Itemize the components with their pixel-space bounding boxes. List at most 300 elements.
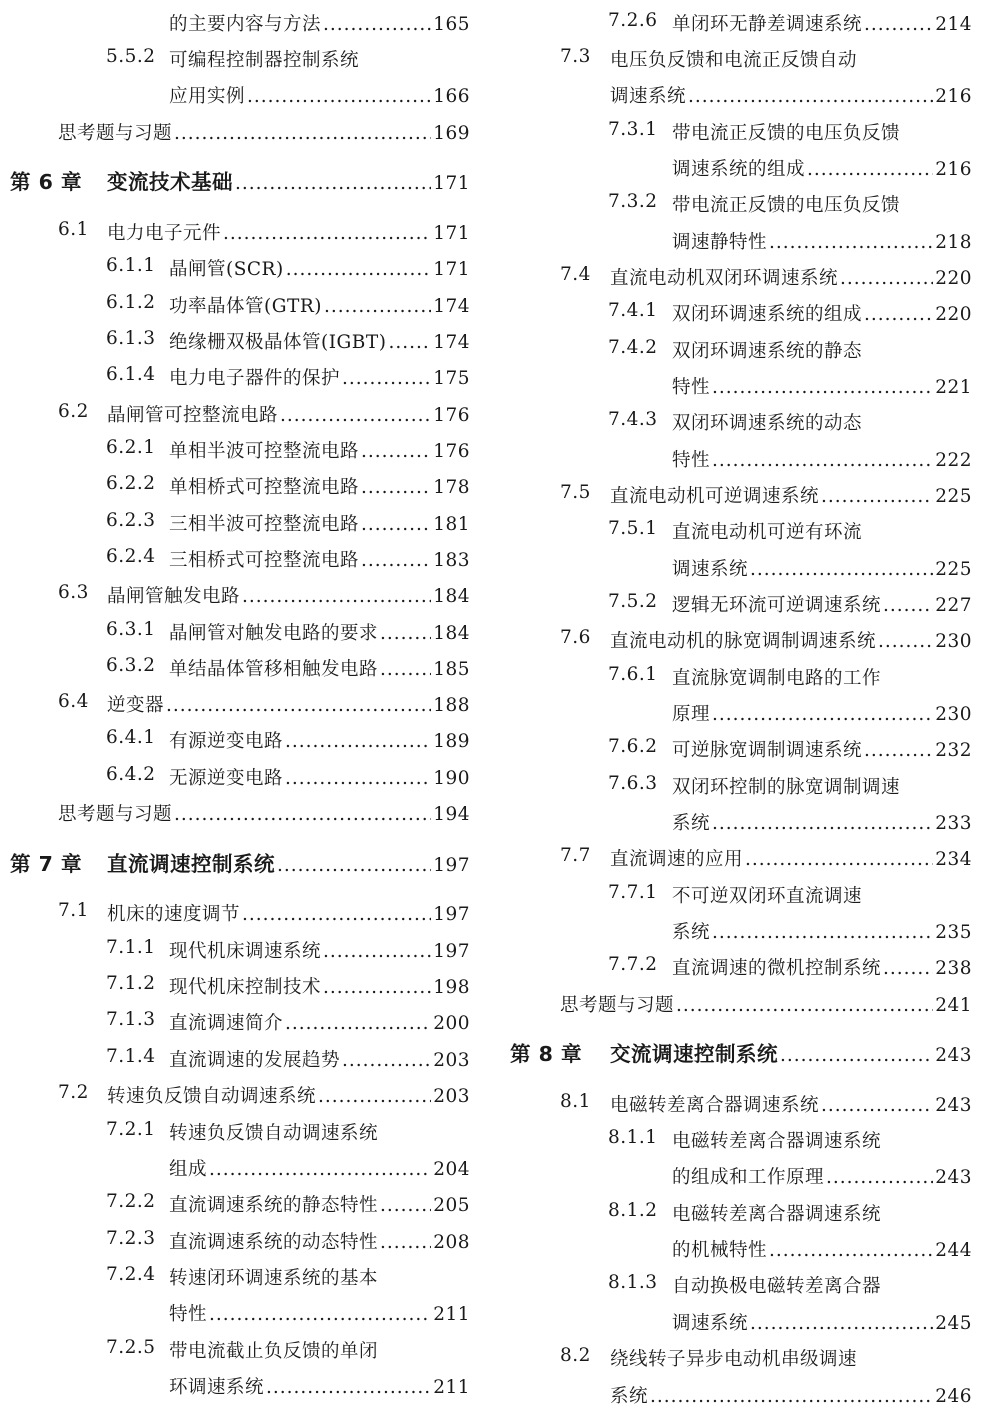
toc-leader-dots: [750, 559, 933, 580]
toc-leader-dots: [380, 659, 431, 680]
toc-entry: [0, 1333, 470, 1369]
toc-entry-title: 特性: [672, 450, 711, 471]
toc-entry-line: [169, 727, 470, 753]
toc-entry: [0, 469, 470, 505]
toc-entry-title: 晶闸管对触发电路的要求: [169, 623, 379, 644]
toc-entry-number: 第 8 章: [510, 1042, 583, 1066]
toc-page-number: 220: [935, 268, 972, 289]
toc-entry-line: [169, 1300, 470, 1326]
toc-page-number: 234: [935, 849, 972, 870]
toc-page-number: 171: [433, 173, 470, 194]
toc-page-number: 221: [935, 377, 972, 398]
toc-entry-title: 组成: [169, 1159, 208, 1180]
toc-entry-number: 6.3.1: [106, 619, 156, 640]
toc-leader-dots: [826, 1167, 933, 1188]
toc-leader-dots: [712, 377, 933, 398]
toc-entry-line: [169, 973, 470, 999]
toc-entry-title: 思考题与习题: [58, 804, 173, 825]
toc-page-number: 174: [433, 332, 470, 353]
toc-page-number: 222: [935, 450, 972, 471]
toc-entry-number: 7.5.1: [608, 518, 658, 539]
toc-leader-dots: [285, 768, 431, 789]
toc-entry: [510, 115, 972, 151]
toc-leader-dots: [712, 922, 933, 943]
toc-leader-dots: [821, 1095, 933, 1116]
toc-chapter-entry: [0, 163, 470, 199]
toc-entry: [0, 42, 470, 78]
toc-leader-dots: [247, 86, 431, 107]
toc-entry: [0, 397, 470, 433]
toc-entry-title: 思考题与习题: [560, 995, 675, 1016]
toc-entry-title: 现代机床调速系统: [169, 941, 322, 962]
toc-page-number: 205: [433, 1195, 470, 1216]
toc-entry: [0, 1115, 470, 1151]
toc-entry: [510, 841, 972, 877]
toc-entry-line: [672, 954, 972, 980]
toc-page-number: 211: [433, 1304, 470, 1325]
toc-page-number: 208: [433, 1232, 470, 1253]
toc-entry: [510, 405, 972, 441]
toc-entry-number: 7.1.2: [106, 973, 156, 994]
toc-entry: [510, 587, 972, 623]
toc-page-number: 243: [935, 1167, 972, 1188]
toc-entry-number: 6.2.1: [106, 437, 156, 458]
toc-leader-dots: [342, 368, 431, 389]
toc-page-number: 197: [433, 855, 470, 876]
toc-entry-title: 原理: [672, 704, 711, 725]
toc-entry-line: [169, 46, 359, 72]
toc-entry-title: 环调速系统: [169, 1377, 265, 1398]
toc-page-number: 243: [935, 1095, 972, 1116]
toc-leader-dots: [380, 623, 431, 644]
toc-entry-title: 特性: [672, 377, 711, 398]
toc-entry-line: [672, 664, 881, 690]
toc-entry: [0, 796, 470, 832]
toc-leader-dots: [361, 477, 431, 498]
toc-entry-line: [610, 845, 972, 871]
toc-page-number: 227: [935, 595, 972, 616]
toc-page-number: 174: [433, 296, 470, 317]
toc-entry: [0, 506, 470, 542]
toc-leader-dots: [883, 958, 933, 979]
toc-entry: [510, 623, 972, 659]
toc-entry-line: [107, 900, 470, 926]
toc-page-number: 194: [433, 804, 470, 825]
toc-entry-number: 7.1.3: [106, 1009, 156, 1030]
toc-leader-dots: [712, 450, 933, 471]
toc-entry-number: 7.6.1: [608, 664, 658, 685]
toc-page-number: 214: [935, 14, 972, 35]
toc-entry-line: [610, 1037, 972, 1067]
toc-page-number: 238: [935, 958, 972, 979]
toc-leader-dots: [821, 486, 933, 507]
toc-entry-number: 第 6 章: [10, 170, 83, 194]
toc-page-number: 188: [433, 695, 470, 716]
toc-entry: [510, 514, 972, 550]
toc-entry-title: 带电流正反馈的电压负反馈: [672, 123, 901, 144]
toc-entry-title: 单相桥式可控整流电路: [169, 477, 360, 498]
toc-entry-line: [169, 1373, 470, 1399]
toc-entry-title: 三相桥式可控整流电路: [169, 550, 360, 571]
toc-page-number: 176: [433, 405, 470, 426]
toc-entry-line: [672, 1272, 881, 1298]
toc-entry-number: 7.6: [560, 627, 591, 648]
toc-entry-title: 调速系统: [672, 559, 749, 580]
toc-page-number: 244: [935, 1240, 972, 1261]
toc-entry: [0, 1224, 470, 1260]
toc-page-number: 181: [433, 514, 470, 535]
toc-entry-line: [58, 119, 470, 145]
toc-leader-dots: [323, 941, 431, 962]
toc-page-number: 225: [935, 559, 972, 580]
toc-entry-line: [672, 1200, 881, 1226]
toc-entry-number: 7.2.1: [106, 1119, 156, 1140]
toc-entry-title: 直流调速的微机控制系统: [672, 958, 882, 979]
toc-leader-dots: [388, 332, 431, 353]
toc-page-number: 225: [935, 486, 972, 507]
toc-leader-dots: [209, 1159, 431, 1180]
toc-leader-dots: [323, 14, 431, 35]
toc-leader-dots: [769, 1240, 933, 1261]
toc-leader-dots: [286, 259, 431, 280]
toc-entry-number: 7.2.4: [106, 1264, 156, 1285]
toc-entry-number: 7.1.4: [106, 1046, 156, 1067]
toc-leader-dots: [769, 232, 933, 253]
toc-entry-line: [107, 847, 470, 877]
toc-entry-line: [610, 1091, 972, 1117]
toc-leader-dots: [840, 268, 933, 289]
toc-entry: [0, 360, 470, 396]
toc-entry-line: [672, 882, 862, 908]
toc-leader-dots: [242, 904, 431, 925]
toc-entry-line: [107, 219, 470, 245]
toc-entry-title: 调速系统: [672, 1313, 749, 1334]
toc-entry-title: 双闭环控制的脉宽调制调速: [672, 777, 901, 798]
toc-entry-line: [672, 191, 900, 217]
toc-entry-title: 直流调速系统的动态特性: [169, 1232, 379, 1253]
toc-leader-dots: [688, 86, 933, 107]
toc-entry-number: 7.2.3: [106, 1228, 156, 1249]
toc-entry-number: 8.1.3: [608, 1272, 658, 1293]
toc-entry-number: 6.3: [58, 582, 89, 603]
toc-entry: [0, 1296, 470, 1332]
toc-entry-number: 7.3.2: [608, 191, 658, 212]
toc-entry: [510, 660, 972, 696]
toc-leader-dots: [712, 813, 933, 834]
toc-page-number: 165: [433, 14, 470, 35]
toc-entry-title: 直流电动机双闭环调速系统: [610, 268, 839, 289]
toc-entry-line: [169, 364, 470, 390]
toc-entry: [0, 288, 470, 324]
toc-entry-number: 7.6.2: [608, 736, 658, 757]
toc-entry-number: 8.1.2: [608, 1200, 658, 1221]
toc-leader-dots: [807, 159, 933, 180]
toc-entry: [510, 187, 972, 223]
toc-entry: [0, 1369, 470, 1405]
toc-entry-number: 7.6.3: [608, 773, 658, 794]
toc-entry-title: 可编程控制器控制系统: [169, 50, 360, 71]
toc-entry: [0, 615, 470, 651]
toc-entry-line: [610, 82, 972, 108]
toc-entry-title: 的主要内容与方法: [169, 14, 322, 35]
toc-entry-title: 逆变器: [107, 695, 165, 716]
toc-entry-title: 可逆脉宽调制调速系统: [672, 740, 863, 761]
toc-entry-number: 6.2.4: [106, 546, 156, 567]
toc-entry: [510, 1196, 972, 1232]
toc-entry-title: 电磁转差离合器调速系统: [672, 1131, 882, 1152]
toc-page-number: 200: [433, 1013, 470, 1034]
toc-entry: [0, 969, 470, 1005]
toc-entry-title: 调速系统的组成: [672, 159, 806, 180]
toc-entry-number: 6.1.1: [106, 255, 156, 276]
toc-entry-number: 6.4.1: [106, 727, 156, 748]
toc-leader-dots: [750, 1313, 933, 1334]
toc-entry-title: 晶闸管触发电路: [107, 586, 241, 607]
toc-entry: [510, 224, 972, 260]
toc-entry-number: 7.1.1: [106, 937, 156, 958]
toc-entry-line: [672, 736, 972, 762]
toc-entry-line: [169, 437, 470, 463]
toc-entry-line: [672, 1127, 881, 1153]
toc-entry: [510, 1341, 972, 1377]
toc-leader-dots: [361, 550, 431, 571]
toc-entry-title: 转速负反馈自动调速系统: [169, 1123, 379, 1144]
toc-leader-dots: [380, 1195, 431, 1216]
toc-page-number: 246: [935, 1386, 972, 1407]
toc-entry: [510, 333, 972, 369]
toc-leader-dots: [676, 995, 933, 1016]
toc-entry: [0, 896, 470, 932]
toc-page-number: 175: [433, 368, 470, 389]
toc-entry-number: 6.4: [58, 691, 89, 712]
toc-entry-title: 绕线转子异步电动机串级调速: [610, 1349, 858, 1370]
toc-entry-number: 6.4.2: [106, 764, 156, 785]
toc-page-number: 233: [935, 813, 972, 834]
toc-entry-line: [169, 764, 470, 790]
toc-entry-line: [169, 1119, 378, 1145]
toc-entry-line: [169, 1046, 470, 1072]
toc-chapter-entry: [510, 1035, 972, 1071]
toc-entry-title: 单相半波可控整流电路: [169, 441, 360, 462]
toc-entry: [510, 914, 972, 950]
toc-leader-dots: [285, 1013, 431, 1034]
toc-page-number: 203: [433, 1086, 470, 1107]
toc-entry-title: 思考题与习题: [58, 123, 173, 144]
toc-page-number: 176: [433, 441, 470, 462]
toc-entry-title: 功率晶体管(GTR): [169, 296, 322, 317]
toc-page-number: 243: [935, 1045, 972, 1066]
toc-entry: [510, 987, 972, 1023]
toc-entry-title: 晶闸管(SCR): [169, 259, 284, 280]
toc-entry-number: 7.7.2: [608, 954, 658, 975]
toc-entry: [510, 478, 972, 514]
toc-entry-line: [169, 328, 470, 354]
toc-entry: [510, 696, 972, 732]
toc-entry-line: [610, 627, 972, 653]
toc-entry: [0, 6, 470, 42]
toc-entry-title: 带电流正反馈的电压负反馈: [672, 195, 901, 216]
toc-entry: [510, 1123, 972, 1159]
toc-page-number: 220: [935, 304, 972, 325]
toc-entry-title: 自动换极电磁转差离合器: [672, 1276, 882, 1297]
toc-entry: [0, 651, 470, 687]
toc-entry-title: 电力电子元件: [107, 223, 222, 244]
toc-entry-number: 6.1.4: [106, 364, 156, 385]
toc-entry: [0, 1078, 470, 1114]
toc-entry-title: 有源逆变电路: [169, 731, 284, 752]
toc-entry: [510, 260, 972, 296]
toc-entry-line: [169, 655, 470, 681]
toc-entry-title: 系统: [610, 1386, 649, 1407]
toc-page-number: 171: [433, 259, 470, 280]
toc-leader-dots: [285, 731, 431, 752]
toc-entry-title: 系统: [672, 922, 711, 943]
toc-entry-line: [610, 482, 972, 508]
toc-entry-number: 6.1.2: [106, 292, 156, 313]
toc-entry-title: 直流电动机可逆调速系统: [610, 486, 820, 507]
toc-page-number: 197: [433, 904, 470, 925]
toc-page-number: 245: [935, 1313, 972, 1334]
toc-entry-title: 单闭环无静差调速系统: [672, 14, 863, 35]
toc-entry: [0, 78, 470, 114]
toc-entry: [0, 1151, 470, 1187]
toc-entry-line: [169, 1228, 470, 1254]
toc-entry: [510, 878, 972, 914]
toc-entry-title: 现代机床控制技术: [169, 977, 322, 998]
toc-entry-line: [672, 1309, 972, 1335]
toc-entry-line: [672, 155, 972, 181]
toc-leader-dots: [277, 855, 431, 876]
toc-entry-title: 电力电子器件的保护: [169, 368, 341, 389]
toc-entry-title: 电磁转差离合器调速系统: [672, 1204, 882, 1225]
toc-entry-number: 8.1.1: [608, 1127, 658, 1148]
toc-entry: [510, 1305, 972, 1341]
toc-entry-title: 电压负反馈和电流正反馈自动: [610, 50, 858, 71]
toc-entry-number: 6.3.2: [106, 655, 156, 676]
toc-entry-number: 8.2: [560, 1345, 591, 1366]
toc-entry-number: 7.4.1: [608, 300, 658, 321]
toc-leader-dots: [174, 123, 431, 144]
toc-page-number: 189: [433, 731, 470, 752]
toc-leader-dots: [242, 586, 431, 607]
toc-entry-number: 6.2.2: [106, 473, 156, 494]
toc-entry-title: 晶闸管可控整流电路: [107, 405, 279, 426]
toc-entry: [0, 324, 470, 360]
toc-entry-line: [169, 473, 470, 499]
toc-entry-line: [672, 337, 862, 363]
toc-entry-title: 带电流截止负反馈的单闭: [169, 1341, 379, 1362]
toc-entry: [0, 760, 470, 796]
toc-entry: [510, 6, 972, 42]
toc-entry: [510, 769, 972, 805]
toc-entry-title: 无源逆变电路: [169, 768, 284, 789]
toc-entry: [510, 950, 972, 986]
toc-entry-line: [672, 300, 972, 326]
toc-entry-line: [169, 1009, 470, 1035]
toc-page-number: 184: [433, 623, 470, 644]
toc-entry-number: 7.2.6: [608, 10, 658, 31]
toc-entry-line: [169, 937, 470, 963]
toc-entry: [0, 1005, 470, 1041]
toc-entry-line: [169, 619, 470, 645]
toc-entry: [0, 542, 470, 578]
toc-page-number: 183: [433, 550, 470, 571]
toc-entry-title: 双闭环调速系统的动态: [672, 413, 863, 434]
toc-page-number: 230: [935, 704, 972, 725]
toc-leader-dots: [235, 173, 431, 194]
toc-entry-line: [58, 800, 470, 826]
toc-page-number: 235: [935, 922, 972, 943]
toc-leader-dots: [864, 740, 933, 761]
toc-entry-number: 7.3.1: [608, 119, 658, 140]
toc-entry-title: 机床的速度调节: [107, 904, 241, 925]
toc-entry-line: [169, 1155, 470, 1181]
toc-entry-line: [672, 518, 862, 544]
toc-page-number: 204: [433, 1159, 470, 1180]
toc-entry-number: 7.4: [560, 264, 591, 285]
toc-page-number: 198: [433, 977, 470, 998]
toc-entry-title: 转速负反馈自动调速系统: [107, 1086, 317, 1107]
toc-page-number: 230: [935, 631, 972, 652]
toc-entry-line: [610, 1345, 857, 1371]
toc-leader-dots: [745, 849, 933, 870]
toc-entry-number: 7.7.1: [608, 882, 658, 903]
toc-entry: [0, 1042, 470, 1078]
toc-entry-line: [169, 1337, 378, 1363]
toc-entry: [510, 369, 972, 405]
toc-leader-dots: [878, 631, 933, 652]
toc-leader-dots: [324, 296, 431, 317]
toc-leader-dots: [266, 1377, 431, 1398]
toc-page-number: 166: [433, 86, 470, 107]
toc-leader-dots: [166, 695, 431, 716]
toc-entry-number: 7.1: [58, 900, 89, 921]
toc-entry-number: 6.2.3: [106, 510, 156, 531]
toc-entry-number: 7.7: [560, 845, 591, 866]
toc-leader-dots: [318, 1086, 431, 1107]
toc-entry-number: 7.5.2: [608, 591, 658, 612]
toc-entry-number: 7.4.3: [608, 409, 658, 430]
toc-page-number: 178: [433, 477, 470, 498]
toc-entry-number: 7.2.2: [106, 1191, 156, 1212]
toc-entry-title: 三相半波可控整流电路: [169, 514, 360, 535]
toc-entry-line: [672, 591, 972, 617]
toc-entry: [510, 805, 972, 841]
toc-entry-line: [107, 401, 470, 427]
toc-entry-line: [672, 555, 972, 581]
toc-entry-number: 7.5: [560, 482, 591, 503]
toc-entry-title: 系统: [672, 813, 711, 834]
toc-entry-line: [169, 1191, 470, 1217]
toc-entry-line: [672, 373, 972, 399]
toc-entry-number: 6.1: [58, 219, 89, 240]
toc-entry-title: 双闭环调速系统的组成: [672, 304, 863, 325]
toc-leader-dots: [280, 405, 431, 426]
toc-entry-line: [610, 264, 972, 290]
toc-entry: [0, 433, 470, 469]
toc-entry: [510, 296, 972, 332]
toc-entry-line: [107, 582, 470, 608]
toc-entry-title: 不可逆双闭环直流调速: [672, 886, 863, 907]
toc-entry-line: [672, 700, 972, 726]
toc-entry: [510, 42, 972, 78]
toc-chapter-entry: [0, 845, 470, 881]
toc-page-number: 218: [935, 232, 972, 253]
toc-page-number: 216: [935, 159, 972, 180]
toc-entry-title: 直流脉宽调制电路的工作: [672, 668, 882, 689]
toc-entry-line: [169, 82, 470, 108]
toc-entry: [510, 78, 972, 114]
